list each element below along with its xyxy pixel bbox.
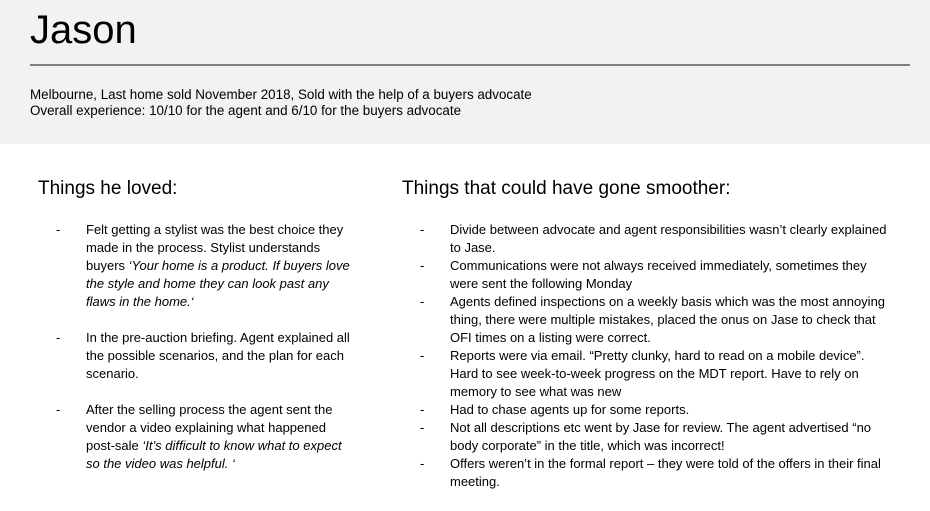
item-text: Had to chase agents up for some reports. bbox=[450, 402, 690, 417]
smoother-list bbox=[420, 221, 895, 491]
item-text: In the pre-auction briefing. Agent explained all the possible scenarios, and the plan for each scenario. bbox=[86, 330, 350, 381]
item-quote: ‘It’s difficult to know what to expect so the video was helpful. ‘ bbox=[86, 438, 342, 471]
summary-line-experience: Overall experience: 10/10 for the agent and 6/10 for the buyers advocate bbox=[30, 102, 462, 118]
dash-bullet: - bbox=[420, 294, 425, 309]
dash-bullet: - bbox=[420, 456, 425, 471]
list-item bbox=[420, 257, 895, 293]
summary-line-location: Melbourne, Last home sold November 2018, Sold with the help of a buyers advocate bbox=[30, 87, 532, 102]
dash-bullet: - bbox=[420, 420, 425, 435]
dash-bullet: - bbox=[420, 222, 425, 237]
loved-heading: Things he loved: bbox=[38, 178, 178, 199]
dash-bullet: - bbox=[420, 402, 425, 417]
list-item bbox=[56, 221, 356, 311]
list-item bbox=[420, 455, 895, 491]
list-item bbox=[420, 347, 895, 401]
item-text: After the selling process the agent sent the vendor a video explaining what happened post-sale bbox=[86, 402, 333, 453]
item-text: Felt getting a stylist was the best choice they made in the process. Stylist understands buyers bbox=[86, 222, 344, 273]
list-item bbox=[420, 221, 895, 257]
list-item bbox=[56, 329, 356, 383]
list-item bbox=[56, 401, 356, 473]
item-text: Offers weren’t in the formal report – they were told of the offers in their final meeting. bbox=[450, 456, 881, 489]
item-text: Not all descriptions etc went by Jase for review. The agent advertised “no body corporate” in the title, which was incorrect! bbox=[450, 420, 872, 453]
loved-list bbox=[56, 221, 356, 491]
title-divider bbox=[30, 64, 910, 66]
item-text: Agents defined inspections on a weekly basis which was the most annoying thing, there were multiple mistakes, placed the onus on Jase to check that OFI times on a listing were correct. bbox=[450, 294, 886, 345]
header-panel bbox=[0, 0, 930, 144]
dash-bullet: - bbox=[56, 222, 61, 237]
item-text: Reports were via email. “Pretty clunky, hard to read on a mobile device”. Hard to see week-to-week progress on the MDT report. Have to rely on memory to see what was new bbox=[450, 348, 865, 399]
list-item bbox=[420, 293, 895, 347]
dash-bullet: - bbox=[56, 402, 61, 417]
dash-bullet: - bbox=[420, 348, 425, 363]
smoother-heading: Things that could have gone smoother: bbox=[402, 178, 731, 199]
list-item bbox=[420, 419, 895, 455]
item-quote: ‘Your home is a product. If buyers love the style and home they can look past any flaws in the home.‘ bbox=[86, 258, 350, 309]
list-item bbox=[420, 401, 895, 419]
dash-bullet: - bbox=[420, 258, 425, 273]
item-text: Divide between advocate and agent responsibilities wasn’t clearly explained to Jase. bbox=[450, 222, 887, 255]
item-text: Communications were not always received immediately, sometimes they were sent the following Monday bbox=[450, 258, 867, 291]
summary-text bbox=[30, 87, 532, 118]
dash-bullet: - bbox=[56, 330, 61, 345]
page-title: Jason bbox=[30, 8, 137, 52]
